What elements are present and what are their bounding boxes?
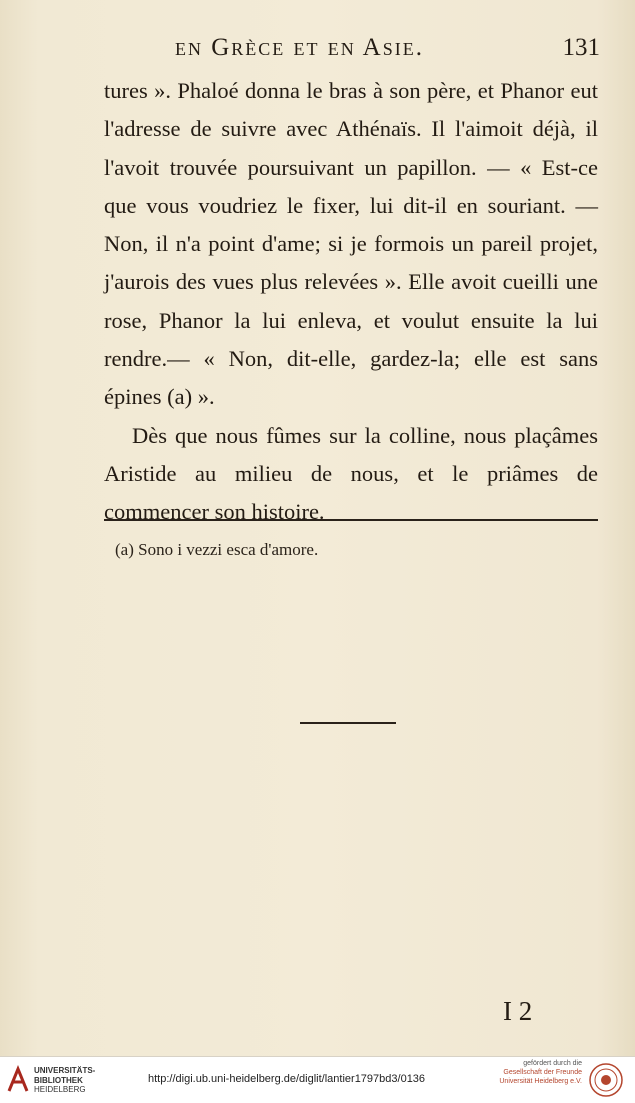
library-line-1: UNIVERSITÄTS- <box>34 1066 96 1075</box>
footnote: (a) Sono i vezzi esca d'amore. <box>115 540 319 559</box>
viewer-footer <box>0 1056 635 1103</box>
end-rule <box>300 722 396 724</box>
signature-mark: I 2 <box>503 996 533 1026</box>
paragraph-1: tures ». Phaloé donna le bras à son père, et Phanor eut l'adresse de suivre avec Athénaïs. Il l'aimoit déjà, il l'avoit trouvée poursuivant un papillon. — « Est-ce que vous voudriez le fixer, lui dit-il en souriant. — Non, il n'a point d'ame; si je formois un pareil projet, j'aurois des vues plus relevées ». Elle avoit cueilli une rose, Phanor la lui enleva, et voulut ensuite la lui rendre.— « Non, dit-elle, gardez-la; elle est sans épines (a) ». <box>104 78 598 410</box>
sponsor-label: gefördert durch die <box>523 1060 582 1067</box>
sponsor-name-2: Universität Heidelberg e.V. <box>499 1078 582 1085</box>
running-head <box>175 34 600 66</box>
sponsor-name-1: Gesellschaft der Freunde <box>503 1069 582 1076</box>
university-seal-icon <box>588 1062 624 1098</box>
page-number: 131 <box>562 34 600 61</box>
running-title: en Grèce et en Asie. <box>175 34 424 61</box>
body-text <box>104 72 598 532</box>
paragraph-2: Dès que nous fûmes sur la colline, nous plaçâmes Aristide au milieu de nous, et le priâmes de commencer son histoire. <box>104 422 598 525</box>
library-name <box>34 1066 95 1095</box>
library-logo-icon <box>6 1065 30 1095</box>
permalink-url[interactable]: http://digi.ub.uni-heidelberg.de/diglit/lantier1797bd3/0136 <box>148 1073 426 1085</box>
library-line-2: BIBLIOTHEK <box>34 1075 83 1085</box>
sponsor-text <box>486 1059 582 1086</box>
footnote-separator-rule <box>104 519 598 521</box>
library-line-3: HEIDELBERG <box>34 1085 86 1094</box>
